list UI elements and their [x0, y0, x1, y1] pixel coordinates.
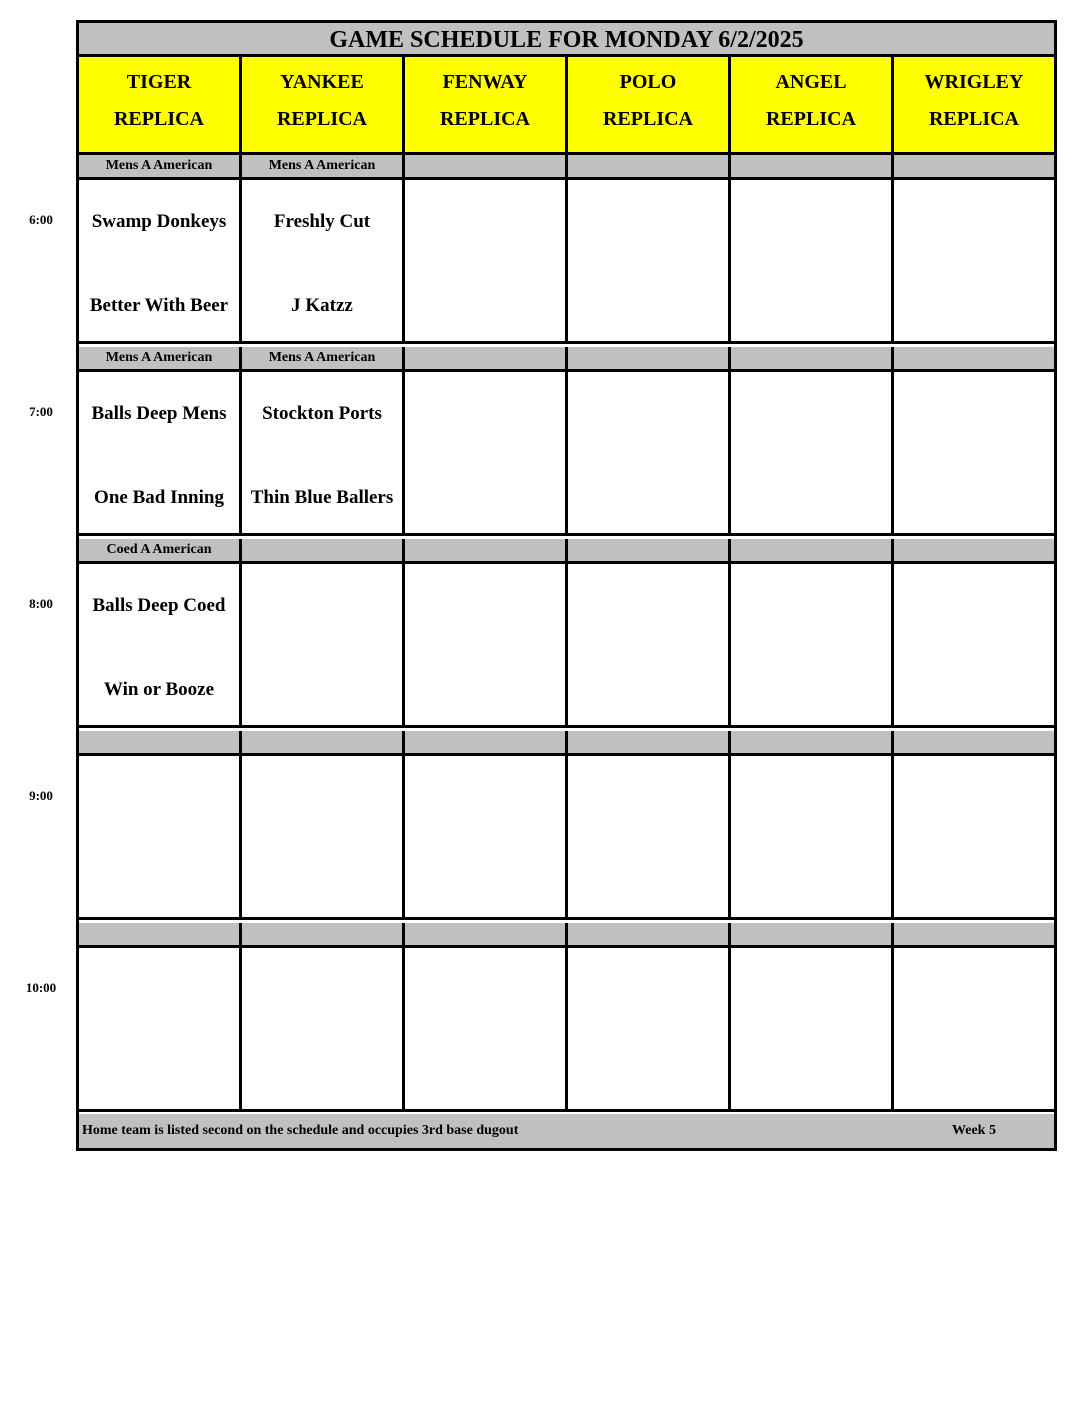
game-cell: [242, 948, 405, 1109]
home-team: Thin Blue Ballers: [250, 487, 394, 508]
away-team: Freshly Cut: [273, 211, 371, 232]
division-label: [731, 731, 894, 753]
division-label: [79, 731, 242, 753]
field-name: POLO: [619, 71, 677, 93]
game-cell: [79, 180, 242, 341]
division-label: [894, 347, 1054, 369]
division-row: [79, 923, 1054, 948]
division-label: [731, 347, 894, 369]
game-cell: [568, 372, 731, 533]
game-cell: [894, 180, 1054, 341]
field-subtitle: REPLICA: [113, 108, 204, 130]
game-cell: [405, 180, 568, 341]
field-subtitle: REPLICA: [276, 108, 367, 130]
time-label: 10:00: [25, 980, 57, 995]
game-row: [79, 180, 1054, 344]
time-slot: [79, 539, 1054, 728]
division-label: Mens A American: [79, 347, 242, 369]
home-team: Win or Booze: [103, 679, 215, 700]
division-label: [568, 731, 731, 753]
field-subtitle: REPLICA: [765, 108, 856, 130]
division-label: [894, 155, 1054, 177]
schedule-title: GAME SCHEDULE FOR MONDAY 6/2/2025: [79, 23, 1054, 57]
away-team: Swamp Donkeys: [91, 211, 227, 232]
game-cell: [79, 372, 242, 533]
game-cell: [405, 756, 568, 917]
time-slot: [79, 731, 1054, 920]
game-cell: [568, 948, 731, 1109]
division-row: [79, 155, 1054, 180]
game-cell: [731, 372, 894, 533]
game-cell: [405, 372, 568, 533]
game-cell: [405, 948, 568, 1109]
field-name: TIGER: [126, 71, 192, 93]
division-label: [568, 539, 731, 561]
game-cell: [79, 756, 242, 917]
time-slot: [79, 347, 1054, 536]
field-header-yankee: [242, 57, 405, 152]
division-label: Mens A American: [242, 155, 405, 177]
game-cell: [731, 756, 894, 917]
game-cell: [894, 372, 1054, 533]
away-team: Balls Deep Mens: [91, 403, 227, 424]
game-row: [79, 948, 1054, 1112]
game-cell: [731, 564, 894, 725]
game-cell: [894, 756, 1054, 917]
field-header-row: [79, 57, 1054, 155]
time-label: 8:00: [29, 596, 53, 611]
home-team: One Bad Inning: [94, 487, 224, 508]
away-team: Balls Deep Coed: [92, 595, 226, 616]
field-subtitle: REPLICA: [439, 108, 530, 130]
division-label: [731, 539, 894, 561]
division-label: [405, 731, 568, 753]
game-cell: [568, 756, 731, 917]
time-label: 9:00: [29, 788, 53, 803]
field-header-wrigley: [894, 57, 1054, 152]
time-slot: [79, 155, 1054, 344]
time-label: 7:00: [29, 404, 53, 419]
field-header-tiger: [79, 57, 242, 152]
time-label: 6:00: [29, 212, 53, 227]
division-label: [568, 923, 731, 945]
game-cell: [731, 180, 894, 341]
field-header-polo: [568, 57, 731, 152]
field-header-fenway: [405, 57, 568, 152]
field-subtitle: REPLICA: [928, 108, 1019, 130]
game-cell: [894, 564, 1054, 725]
field-name: ANGEL: [775, 71, 847, 93]
division-label: [731, 155, 894, 177]
schedule-footer: [79, 1114, 1054, 1148]
field-name: YANKEE: [280, 71, 364, 93]
game-cell: [242, 372, 405, 533]
division-label: [242, 923, 405, 945]
division-label: Mens A American: [79, 155, 242, 177]
division-label: [894, 923, 1054, 945]
division-label: [405, 923, 568, 945]
game-cell: [242, 756, 405, 917]
division-label: [894, 539, 1054, 561]
field-name: FENWAY: [442, 71, 528, 93]
division-label: [242, 539, 405, 561]
division-label: [894, 731, 1054, 753]
field-subtitle: REPLICA: [602, 108, 693, 130]
schedule-table: [76, 20, 1057, 1151]
division-label: [568, 155, 731, 177]
division-label: [79, 923, 242, 945]
field-header-angel: [731, 57, 894, 152]
division-row: [79, 731, 1054, 756]
game-cell: [242, 564, 405, 725]
time-slot: [79, 923, 1054, 1112]
game-cell: [568, 180, 731, 341]
division-label: Coed A American: [79, 539, 242, 561]
week-label: Week 5: [952, 1123, 996, 1138]
field-name: WRIGLEY: [924, 71, 1024, 93]
game-cell: [242, 180, 405, 341]
division-label: [731, 923, 894, 945]
game-cell: [894, 948, 1054, 1109]
game-row: [79, 372, 1054, 536]
away-team: Stockton Ports: [262, 403, 382, 424]
division-label: [568, 347, 731, 369]
game-cell: [731, 948, 894, 1109]
division-label: [405, 347, 568, 369]
home-team: J Katzz: [291, 295, 353, 316]
game-row: [79, 564, 1054, 728]
division-row: [79, 539, 1054, 564]
division-label: [405, 539, 568, 561]
game-row: [79, 756, 1054, 920]
division-label: [405, 155, 568, 177]
home-team-note: Home team is listed second on the schedule and occupies 3rd base dugout: [82, 1123, 519, 1138]
game-cell: [405, 564, 568, 725]
home-team: Better With Beer: [89, 295, 229, 316]
division-label: [242, 731, 405, 753]
division-row: [79, 347, 1054, 372]
game-cell: [79, 948, 242, 1109]
game-cell: [79, 564, 242, 725]
division-label: Mens A American: [242, 347, 405, 369]
game-cell: [568, 564, 731, 725]
